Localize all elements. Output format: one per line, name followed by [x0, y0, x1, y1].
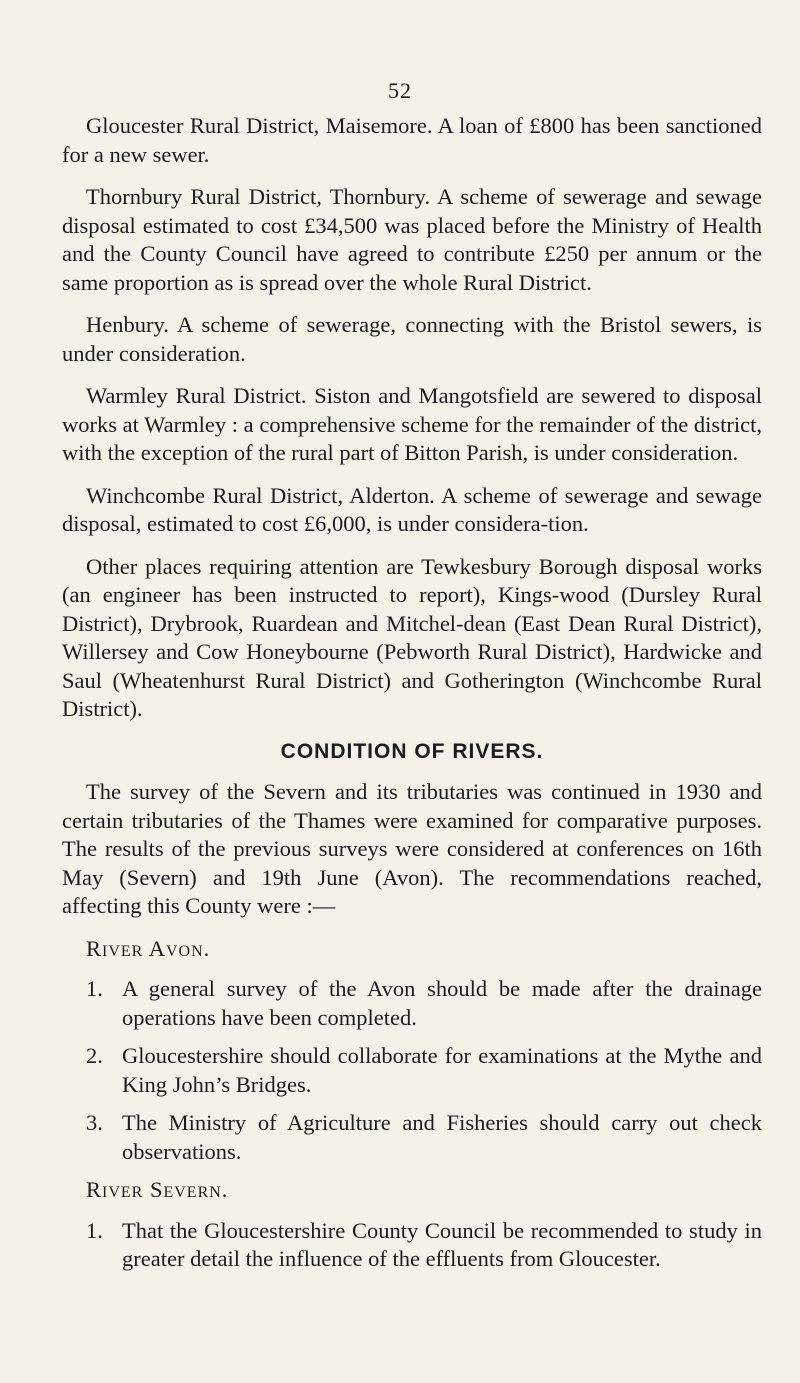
list-item	[86, 1217, 762, 1274]
page-number: 52	[388, 78, 412, 103]
page-body	[62, 112, 762, 1284]
list-item-number: 2.	[86, 1043, 103, 1068]
list-item	[86, 1109, 762, 1166]
subheading-river-severn: River Severn.	[86, 1177, 229, 1202]
paragraph-rivers-intro: The survey of the Severn and its tributaries was continued in 1930 and certain tributaries of the Thames were examined for comparative purposes. The results of the previous surveys were considered at conferences on 16th May (Severn) and 19th June (Avon). The recommendations reached, affecting this County were :—	[62, 779, 762, 918]
paragraph-winchcombe: Winchcombe Rural District, Alderton. A scheme of sewerage and sewage disposal, estimated to cost £6,000, is under considera-tion.	[62, 482, 762, 536]
list-item-text: The Ministry of Agriculture and Fisheries should carry out check observations.	[122, 1110, 762, 1164]
paragraph-warmley: Warmley Rural District. Siston and Mangotsfield are sewered to disposal works at Warmley : a comprehensive scheme for the remainder of the district, with the exception of the rural part of Bitton Parish, is under consideration.	[62, 383, 762, 465]
section-heading-rivers: CONDITION OF RIVERS.	[280, 739, 544, 763]
list-item	[86, 1042, 762, 1099]
paragraph-other-places: Other places requiring attention are Tewkesbury Borough disposal works (an engineer has been instructed to report), Kings-wood (Dursley Rural District), Drybrook, Ruardean and Mitchel-dean (East Dean Rural District), Willersey and Cow Honeybourne (Pebworth Rural District), Hardwicke and Saul (Wheatenhurst Rural District) and Gotherington (Winchcombe Rural District).	[62, 553, 762, 721]
subheading-river-avon: River Avon.	[86, 935, 211, 961]
list-item	[86, 975, 762, 1032]
paragraph-thornbury: Thornbury Rural District, Thornbury. A scheme of sewerage and sewage disposal estimated to cost £34,500 was placed before the Ministry of Health and the County Council have agreed to contribute £250 per annum or the same proportion as is spread over the whole Rural District.	[62, 184, 762, 295]
list-item-text: Gloucestershire should collaborate for examinations at the Mythe and King John’s Bridges.	[122, 1043, 762, 1097]
paragraph-henbury: Henbury. A scheme of sewerage, connecting with the Bristol sewers, is under consideration.	[62, 312, 762, 366]
list-item-number: 1.	[86, 976, 103, 1001]
list-item-number: 1.	[86, 1217, 103, 1243]
list-item-text: A general survey of the Avon should be made after the drainage operations have been completed.	[122, 976, 762, 1030]
paragraph-gloucester: Gloucester Rural District, Maisemore. A loan of £800 has been sanctioned for a new sewer.	[62, 113, 762, 167]
list-item-number: 3.	[86, 1110, 103, 1135]
list-item-text: That the Gloucestershire County Council be recommended to study in greater detail the influence of the effluents from Gloucester.	[122, 1217, 762, 1271]
